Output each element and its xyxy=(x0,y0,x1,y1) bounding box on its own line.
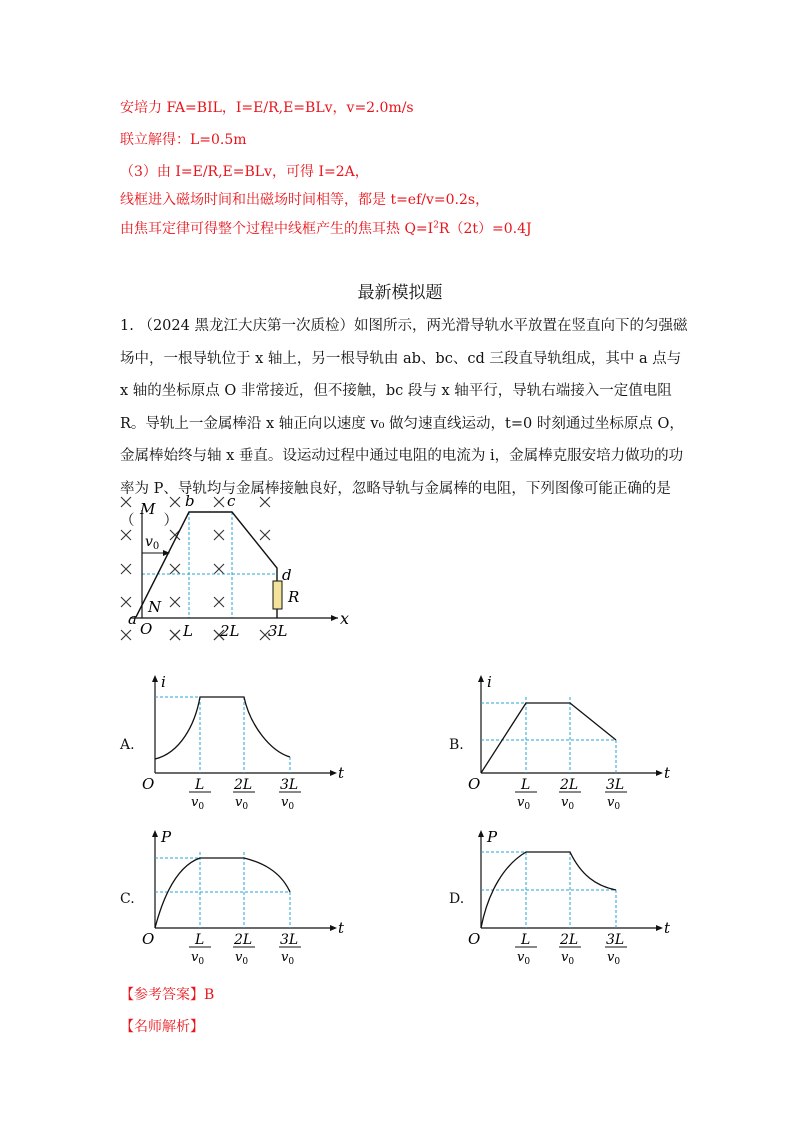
graph-A[interactable] xyxy=(140,665,350,815)
graph-D[interactable] xyxy=(466,820,676,970)
tick-denominator: $v_0$ xyxy=(517,795,531,812)
label-N: N xyxy=(148,598,162,616)
field-cross xyxy=(214,497,224,507)
tick-label: L xyxy=(195,932,205,948)
graph-curve xyxy=(481,703,616,773)
label-3L: 3L xyxy=(268,622,288,640)
t-axis-label: t xyxy=(338,919,345,937)
field-cross xyxy=(121,497,131,507)
label-M: M xyxy=(140,500,156,518)
y-axis-label: P xyxy=(161,828,172,846)
tick-label: 2L xyxy=(234,932,253,948)
field-cross xyxy=(170,597,180,607)
tick-label: 3L xyxy=(280,777,299,793)
tick-label: L xyxy=(521,932,531,948)
field-cross xyxy=(170,630,180,640)
origin-label: O xyxy=(468,775,481,793)
field-cross xyxy=(121,564,131,574)
label-L: L xyxy=(183,622,193,640)
field-cross xyxy=(121,630,131,640)
solution-line-5 xyxy=(120,218,532,238)
graph-C[interactable] xyxy=(140,820,350,970)
t-axis-label: t xyxy=(664,764,671,782)
t-axis-label: t xyxy=(664,919,671,937)
tick-denominator: $v_0$ xyxy=(191,795,205,812)
label-d: d xyxy=(282,566,292,584)
option-A-label[interactable]: A. xyxy=(120,737,135,753)
field-cross xyxy=(260,497,270,507)
tick-denominator: $v_0$ xyxy=(607,950,621,967)
tick-label: 3L xyxy=(280,932,299,948)
field-cross xyxy=(121,597,131,607)
label-v0: $v_0$ xyxy=(145,534,160,552)
main-figure xyxy=(112,490,362,650)
section-title: 最新模拟题 xyxy=(357,283,443,303)
origin-label: O xyxy=(468,930,481,948)
tick-label: 2L xyxy=(560,777,579,793)
field-cross xyxy=(214,530,224,540)
tick-denominator: $v_0$ xyxy=(561,795,575,812)
solution-line-2: 联立解得：L=0.5m xyxy=(120,132,247,148)
field-cross xyxy=(121,530,131,540)
tick-denominator: $v_0$ xyxy=(235,795,249,812)
dashed-guides xyxy=(155,697,290,773)
graph-B[interactable] xyxy=(466,665,676,815)
option-C-label[interactable]: C. xyxy=(120,891,135,907)
field-cross xyxy=(170,497,180,507)
label-O: O xyxy=(140,620,153,638)
label-b: b xyxy=(185,492,195,510)
field-cross xyxy=(214,564,224,574)
option-B-label[interactable]: B. xyxy=(449,737,464,753)
tick-denominator: $v_0$ xyxy=(517,950,531,967)
tick-label: 3L xyxy=(606,932,625,948)
tick-denominator: $v_0$ xyxy=(191,950,205,967)
answer-label: 【参考答案】B xyxy=(120,987,215,1003)
y-axis-label: i xyxy=(161,673,166,691)
label-x: x xyxy=(340,609,350,628)
label-a: a xyxy=(128,610,137,628)
solution-line-5-pre: 由焦耳定律可得整个过程中线框产生的焦耳热 Q=I xyxy=(120,221,434,237)
solution-line-5-sup: 2 xyxy=(433,220,439,231)
y-axis-label: i xyxy=(487,673,492,691)
tick-label: L xyxy=(521,777,531,793)
solution-line-1: 安培力 FA=BIL，I=E/R,E=BLv，v=2.0m/s xyxy=(120,100,414,116)
x-axis-arrow xyxy=(331,615,338,621)
origin-label: O xyxy=(142,775,155,793)
analysis-label: 【名师解析】 xyxy=(120,1019,204,1035)
tick-denominator: $v_0$ xyxy=(607,795,621,812)
field-cross xyxy=(260,530,270,540)
label-c: c xyxy=(227,492,236,510)
question-text: 1. （2024 黑龙江大庆第一次质检）如图所示，两光滑导轨水平放置在竖直向下的匀强磁场中，一根导轨位于 x 轴上，另一根导轨由 ab、bc、cd 三段直导轨组成，其中 a 点与 x 轴的坐标原点 O 非常接近，但不接触，bc 段与 x 轴平行，导轨右端接入一定值电阻 R。导轨上一金属棒沿 x 轴正向以速度 v₀ 做匀速直线运动，t=0 时刻通过坐标原点 O，金属棒始终与轴 x 垂直。设运动过程中通过电阻的电流为 i，金属棒克服安培力做功的功率为 P、导轨均与金属棒接触良好，忽略导轨与金属棒的电阻，下列图像可能正确的是（ ） xyxy=(120,318,688,529)
graph-curve xyxy=(155,697,290,759)
dashed-guides xyxy=(481,697,616,773)
tick-denominator: $v_0$ xyxy=(235,950,249,967)
resistor xyxy=(273,581,282,609)
solution-line-4: 线框进入磁场时间和出磁场时间相等，都是 t=ef/v=0.2s， xyxy=(120,192,490,208)
tick-label: 3L xyxy=(606,777,625,793)
y-axis-label: P xyxy=(487,828,498,846)
dashed-guides xyxy=(481,852,616,928)
tick-denominator: $v_0$ xyxy=(281,950,295,967)
option-D-label[interactable]: D. xyxy=(449,891,465,907)
tick-denominator: $v_0$ xyxy=(561,950,575,967)
label-2L: 2L xyxy=(220,622,240,640)
tick-label: 2L xyxy=(234,777,253,793)
tick-label: 2L xyxy=(560,932,579,948)
graph-curve xyxy=(155,858,290,928)
label-R: R xyxy=(288,588,300,606)
field-cross xyxy=(214,597,224,607)
solution-line-3: （3）由 I=E/R,E=BLv，可得 I=2A， xyxy=(120,164,369,180)
t-axis-label: t xyxy=(338,764,345,782)
tick-label: L xyxy=(195,777,205,793)
tick-denominator: $v_0$ xyxy=(281,795,295,812)
solution-line-5-post: R（2t）=0.4J xyxy=(438,221,532,237)
field-cross xyxy=(170,564,180,574)
origin-label: O xyxy=(142,930,155,948)
dashed-guides xyxy=(155,852,290,928)
